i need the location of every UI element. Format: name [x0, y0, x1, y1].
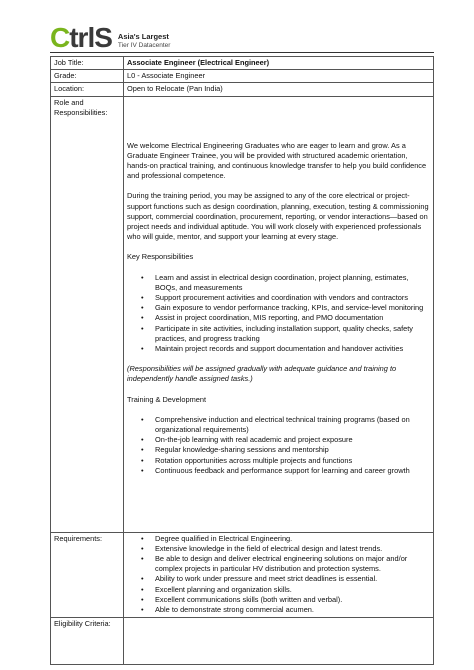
- eligibility-value: [124, 617, 434, 664]
- list-item: • Support procurement activities and coordination with vendors and contractors: [155, 293, 430, 303]
- list-item: • Excellent planning and organization skills.: [155, 585, 430, 595]
- job-title-value: Associate Engineer (Electrical Engineer): [124, 57, 434, 70]
- key-responsibilities-list: [127, 273, 430, 355]
- list-item: • Maintain project records and support documentation and handover activities: [155, 344, 430, 354]
- list-item: • Participate in site activities, including installation support, quality checks, safety practices, and progress tracking: [155, 324, 430, 344]
- list-item: • Continuous feedback and performance support for learning and career growth: [155, 466, 430, 476]
- list-item: • Learn and assist in electrical design coordination, project planning, estimates, BOQs, and measurements: [155, 273, 430, 293]
- logo-tagline: [118, 32, 171, 50]
- list-item: • Extensive knowledge in the field of electrical design and latest trends.: [155, 544, 430, 554]
- tagline-line-1: Asia's Largest: [117, 32, 169, 41]
- row-location: [51, 83, 434, 96]
- list-item: • Excellent communications skills (both written and verbal).: [155, 595, 430, 605]
- list-item: • Gain exposure to vendor performance tracking, KPIs, and service-level monitoring: [155, 303, 430, 313]
- eligibility-label: Eligibility Criteria:: [51, 617, 124, 664]
- row-requirements: [51, 532, 434, 617]
- role-label: Role and Responsibilities:: [51, 96, 124, 532]
- list-item: • On-the-job learning with real academic and project exposure: [155, 435, 430, 445]
- role-training-paragraph: During the training period, you may be assigned to any of the core electrical or project-support functions such as design coordination, planning, execution, testing & commissioning support, commercial coordination, procurement, reporting, or vendor interactions—based on project needs and individual aptitude. You will work closely with experienced professionals who will guide, mentor, and support your learning at every stage.: [127, 191, 429, 242]
- list-item: • Comprehensive induction and electrical technical training programs (based on organizational requirements): [155, 415, 430, 435]
- list-item: • Regular knowledge-sharing sessions and mentorship: [155, 445, 430, 455]
- requirements-label: Requirements:: [51, 532, 124, 617]
- grade-value: L0 - Associate Engineer: [124, 70, 434, 83]
- location-label: Location:: [51, 83, 124, 96]
- grade-label: Grade:: [51, 70, 124, 83]
- list-item: • Assist in project coordination, MIS reporting, and PMO documentation: [155, 313, 430, 323]
- logo-wordmark: [50, 24, 112, 52]
- training-development-heading: Training & Development: [127, 394, 207, 404]
- job-title-label: Job Title:: [51, 57, 124, 70]
- role-intro-paragraph: We welcome Electrical Engineering Graduates who are eager to learn and grow. As a Graduate Engineer Trainee, you will be provided with structured academic orientation, hands-on practical training, and continuous knowledge transfer to help you build confidence and professional competence.: [127, 140, 427, 181]
- company-logo: [50, 22, 170, 52]
- location-value: Open to Relocate (Pan India): [124, 83, 434, 96]
- requirements-content: [124, 532, 434, 617]
- role-content: [124, 96, 434, 532]
- responsibilities-note: (Responsibilities will be assigned gradually with adequate guidance and training to independently handle assigned tasks.): [127, 364, 397, 384]
- logo-letter-c: C: [50, 22, 70, 53]
- row-role: [51, 96, 434, 532]
- key-responsibilities-heading: Key Responsibilities: [127, 252, 194, 262]
- requirements-list: [127, 534, 430, 616]
- list-item: • Degree qualified in Electrical Engineering.: [155, 534, 430, 544]
- list-item: • Ability to work under pressure and meet strict deadlines is essential.: [155, 574, 430, 584]
- logo-letters-rest: trlS: [69, 22, 112, 53]
- header-divider: [50, 52, 434, 53]
- list-item: • Rotation opportunities across multiple projects and functions: [155, 456, 430, 466]
- row-grade: [51, 70, 434, 83]
- list-item: • Be able to design and deliver electrical engineering solutions on major and/or complex projects in particular HV distribution and protection systems.: [155, 554, 430, 574]
- row-job-title: [51, 57, 434, 70]
- row-eligibility: [51, 617, 434, 664]
- job-description-table: [50, 56, 434, 665]
- list-item: • Able to demonstrate strong commercial acumen.: [155, 605, 430, 615]
- training-development-list: [127, 415, 430, 476]
- tagline-line-2: Tier IV Datacenter: [117, 42, 171, 49]
